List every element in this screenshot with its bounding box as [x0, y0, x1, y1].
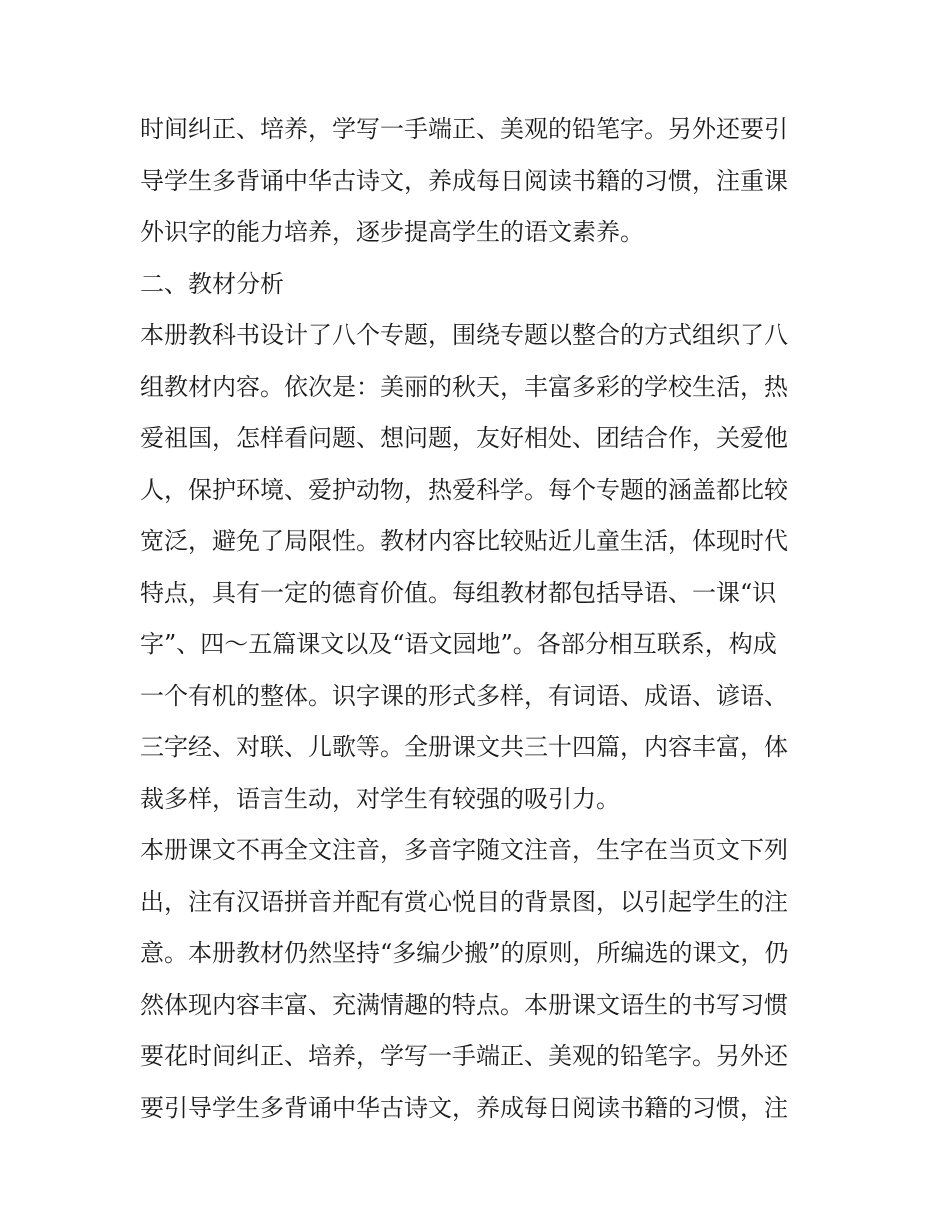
- text-line: 外识字的能力培养，逐步提高学生的语文素养。: [140, 218, 644, 246]
- text-line: 字”、四～五篇课文以及“语文园地”。各部分相互联系，构成: [140, 630, 777, 658]
- text-line: 宽泛，避免了局限性。教材内容比较贴近儿童生活，体现时代: [140, 527, 788, 555]
- text-line: 三字经、对联、儿歌等。全册课文共三十四篇，内容丰富，体: [140, 733, 788, 761]
- section-heading: 二、教材分析: [140, 269, 284, 298]
- text-line: 导学生多背诵中华古诗文，养成每日阅读书籍的习惯，注重课: [140, 166, 788, 195]
- text-line: 特点，具有一定的德育价值。每组教材都包括导语、一课“识: [140, 578, 777, 607]
- text-line: 然体现内容丰富、充满情趣的特点。本册课文语生的书写习惯: [140, 990, 788, 1019]
- text-line: 本册教科书设计了八个专题，围绕专题以整合的方式组织了八: [140, 321, 788, 349]
- text-line: 一个有机的整体。识字课的形式多样，有词语、成语、谚语、: [140, 681, 788, 710]
- text-line: 出，注有汉语拼音并配有赏心悦目的背景图，以引起学生的注: [140, 887, 788, 916]
- text-line: 裁多样，语言生动，对学生有较强的吸引力。: [140, 784, 620, 813]
- document-body: [140, 104, 820, 1134]
- text-line: 组教材内容。依次是：美丽的秋天，丰富多彩的学校生活，热: [140, 372, 788, 401]
- text-line: 要引导学生多背诵中华古诗文，养成每日阅读书籍的习惯，注: [140, 1093, 788, 1122]
- text-line: 时间纠正、培养，学写一手端正、美观的铅笔字。另外还要引: [140, 115, 788, 143]
- text-line: 意。本册教材仍然坚持“多编少搬”的原则，所编选的课文，仍: [140, 939, 789, 967]
- text-line: 要花时间纠正、培养，学写一手端正、美观的铅笔字。另外还: [140, 1042, 788, 1070]
- text-line: 人，保护环境、爱护动物，热爱科学。每个专题的涵盖都比较: [140, 475, 788, 504]
- text-line: 本册课文不再全文注音，多音字随文注音，生字在当页文下列: [140, 836, 788, 864]
- text-line: 爱祖国，怎样看问题、想问题，友好相处、团结合作，关爱他: [140, 424, 788, 452]
